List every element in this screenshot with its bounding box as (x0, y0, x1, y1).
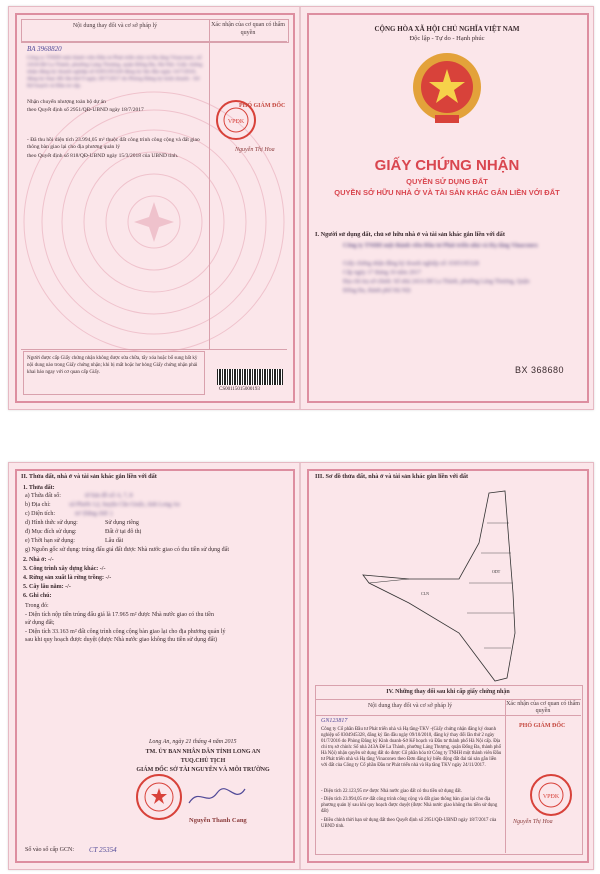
national-title: CỘNG HÒA XÃ HỘI CHỦ NGHĨA VIỆT NAM (374, 25, 520, 33)
gcn-label: Số vào sổ cấp GCN: (25, 847, 74, 853)
section-2: II. Thửa đất, nhà ở và tài sản khác gắn liền với đất (21, 473, 157, 480)
svg-text:CLN: CLN (421, 591, 429, 596)
section-1: I. Người sử dụng đất, chủ sở hữu nhà ở và tài sản khác gắn liền với đất (315, 231, 505, 238)
handwritten-code-2: GN123817 (321, 718, 348, 724)
sig-org-2: TUQ.CHỦ TỊCH (180, 758, 226, 764)
page-fold-bottom (299, 463, 301, 869)
red-stamp-2 (529, 773, 573, 817)
stamp-title-2: PHÓ GIÁM ĐỐC (519, 723, 566, 729)
item-5: 5. Cây lâu năm: -/- (23, 584, 71, 590)
parcel-map (309, 483, 579, 683)
signer: Nguyễn Thị Hoa (235, 147, 275, 153)
page-fold (299, 7, 301, 409)
note-2: theo Quyết định số 818/QĐ-UBND ngày 15/3/2018 của UBND tỉnh. (27, 153, 179, 159)
stamp-title: PHÓ GIÁM ĐỐC (239, 103, 286, 109)
provincial-stamp (135, 773, 183, 821)
note-a2: sử dụng đất; (25, 620, 55, 626)
note-b2: sau khi quy hoạch được duyệt (được Nhà nước giao không thu tiền sử dụng đất) (25, 637, 217, 643)
certificate-top-page (8, 6, 594, 410)
item-2: 2. Nhà ở: -/- (23, 557, 54, 563)
subtitle-1: QUYỀN SỬ DỤNG ĐẤT (406, 177, 488, 186)
address-line-1: Địa chỉ trụ sở chính: Số nhà 243A Đê La Thành, phường Láng Thượng, Quận (343, 279, 530, 285)
sig-org-1: TM. ỦY BAN NHÂN DÂN TỈNH LONG AN (145, 749, 261, 755)
sig-org-3: GIÁM ĐỐC SỞ TÀI NGUYÊN VÀ MÔI TRƯỜNG (136, 767, 270, 773)
address-line-2: Đống Đa, thành phố Hà Nội (343, 288, 411, 294)
cert-title: GIẤY CHỨNG NHẬN (374, 157, 520, 174)
note-intro: Trong đó: (25, 603, 49, 609)
section-4: IV. Những thay đổi sau khi cấp giấy chứng nhận (386, 689, 510, 695)
table-header-content: Nội dung thay đổi và cơ sở pháp lý (367, 703, 453, 709)
handwritten-code: BA 3968820 (27, 45, 62, 53)
item-3: 3. Công trình xây dựng khác: -/- (23, 566, 106, 572)
gcn-value: CT 25354 (89, 846, 117, 854)
note-1: - Đã thu hồi diện tích 23.994,05 m² thuộc đất công trình công cộng và đất giao thông bàn giao lại cho địa phương quản lý (27, 137, 200, 150)
use-form-label: d) Hình thức sử dụng: (25, 520, 78, 526)
owner-line: Công ty TNHH một thành viên Đầu tư Phát triển nhà và Hạ tầng Vinaconex (343, 243, 538, 249)
subtitle-2: QUYỀN SỞ HỮU NHÀ Ở VÀ TÀI SẢN KHÁC GẮN LIỀN VỚI ĐẤT (334, 188, 560, 197)
item-4: 4. Rừng sản xuất là rừng trồng: -/- (23, 575, 112, 581)
change-4: - Điều chỉnh thời hạn sử dụng đất theo Quyết định số 2951/QĐ-UBND ngày 18/7/2017 của UBND tỉnh. (321, 818, 497, 829)
reg-line: Giấy chứng nhận đăng ký doanh nghiệp số: 0305195328 (343, 261, 479, 267)
motto: Độc lập - Tự do - Hạnh phúc (409, 35, 485, 42)
parcel-number-label: a) Thửa đất số: (25, 493, 61, 499)
svg-text:ODT: ODT (492, 569, 501, 574)
national-emblem (407, 49, 487, 129)
barcode (217, 369, 283, 385)
term-value: Lâu dài (105, 538, 124, 544)
table-header-confirm: Xác nhận của cơ quan có thẩm quyền (506, 701, 580, 714)
signature-scribble (187, 785, 247, 809)
svg-text:VPĐK: VPĐK (542, 794, 560, 800)
svg-text:VPĐK: VPĐK (227, 119, 245, 125)
change-3: - Diện tích 23.994,05 m² đất công trình công cộng và đất giao thông bàn giao lại cho địa phương quản lý sau khi quy hoạch được duyệt (được Nhà nước giao không thu tiền sử dụng đất) (321, 797, 498, 814)
section-3: III. Sơ đồ thửa đất, nhà ở và tài sản khác gắn liền với đất (315, 473, 469, 480)
change-text-1: Nhận chuyển nhượng toàn bộ dự án (27, 99, 106, 105)
area-label: c) Diện tích: (25, 511, 55, 517)
address-value: xã Phước Lý, huyện Cần Giuộc, tỉnh Long An (69, 502, 180, 508)
change-2: - Diện tích 22.123,95 m² được Nhà nước giao đất có thu tiền sử dụng đất. (321, 789, 462, 794)
parcel-number-value: tờ bản đồ số: 6, 7, 8 (85, 493, 133, 499)
header-confirm: Xác nhận của cơ quan có thẩm quyền (211, 22, 285, 36)
term-label: e) Thời hạn sử dụng: (25, 538, 75, 544)
address-label: b) Địa chỉ: (25, 502, 51, 508)
change-paragraph-1: Công ty TNHH một thành viên Đầu tư Phát triển nhà và Hạ tầng Vinaconex, số 243A Đê La Thành, phường Láng Thượng, quận Đống Đa, Hà Nội. Giấy chứng nhận đăng ký doanh nghiệp số 0305195328 đăng ký lần đầu ngày 14/7/2010, đăng ký thay đổi lần thứ 9 ngày 28/7/2017 do Phòng Đăng ký kinh doanh - Sở Kế hoạch và Đầu tư cấp. (27, 55, 203, 89)
change-1: Công ty Cổ phần Đầu tư Phát triển nhà và Hạ tầng-TKV -(Giấy chứng nhận đăng ký doanh nghiệp số 0304945328, đăng ký lần đầu ngày 09/10/2010, đăng ký thay đổi lần thứ 2 ngày 01/7/2016 do Phòng Đăng ký Kinh doanh-Sở Kế hoạch và Đầu tư thành phố Hà Nội cấp. Địa chỉ trụ sở chính: Số nhà 243A Đê La Thành, phường Láng Thượng, quận Đống Đa, thành phố Hà Nội) nhận quyền sử dụng đất do được Cổ phần hóa từ Công ty TNHH một thành viên Đầu tư Phát triển nhà và Hạ tầng Vinaconex theo Đơn đăng ký biến động đất đai tài sản gắn liền với đất của Công ty Cổ phần Đầu tư Phát triển nhà và Hạ tầng TKV ngày 24/11/2017. (321, 727, 502, 768)
signer-2: Nguyễn Thị Hoa (513, 819, 553, 825)
serial-number: BX 368680 (515, 365, 565, 375)
header-content: Nội dung thay đổi và cơ sở pháp lý (72, 23, 158, 29)
purpose-value: Đất ở tại đô thị (105, 529, 142, 535)
note-a: - Diện tích nộp tiền trúng đấu giá là 17.965 m² được Nhà nước giao có thu tiền (25, 612, 214, 618)
note-b: - Diện tích 33.163 m² đất công trình công cộng bàn giao lại cho địa phương quản lý (25, 629, 226, 635)
area-value: m² (bằng chữ: ) (75, 511, 113, 517)
date-line: Long An, ngày 21 tháng 4 năm 2015 (149, 739, 237, 745)
purpose-label: đ) Mục đích sử dụng: (25, 529, 77, 535)
barcode-number: CS00115015000193 (219, 387, 260, 392)
item-6: 6. Ghi chú: (23, 593, 52, 599)
use-form-value: Sử dụng riêng (105, 520, 139, 526)
issued-line: Cấp ngày 17 tháng 10 năm 2017 (343, 270, 421, 276)
bottom-signer: Nguyễn Thanh Cang (189, 817, 247, 824)
certificate-bottom-page (8, 462, 594, 870)
origin-line: g) Nguồn gốc sử dụng: trúng đấu giá đất được Nhà nước giao có thu tiền sử dụng đất (25, 547, 229, 553)
footer-note: Người được cấp Giấy chứng nhận không được sửa chữa, tẩy xóa hoặc bổ sung bất kỳ nội dung nào trong Giấy chứng nhận; khi bị mất hoặc hư hỏng Giấy chứng nhận phải khai báo ngay với cơ quan cấp Giấy. (27, 356, 198, 375)
item-1: 1. Thửa đất: (23, 485, 55, 491)
change-text-2: theo Quyết định số 2951/QĐ-UBND ngày 18/7/2017 (27, 107, 144, 113)
